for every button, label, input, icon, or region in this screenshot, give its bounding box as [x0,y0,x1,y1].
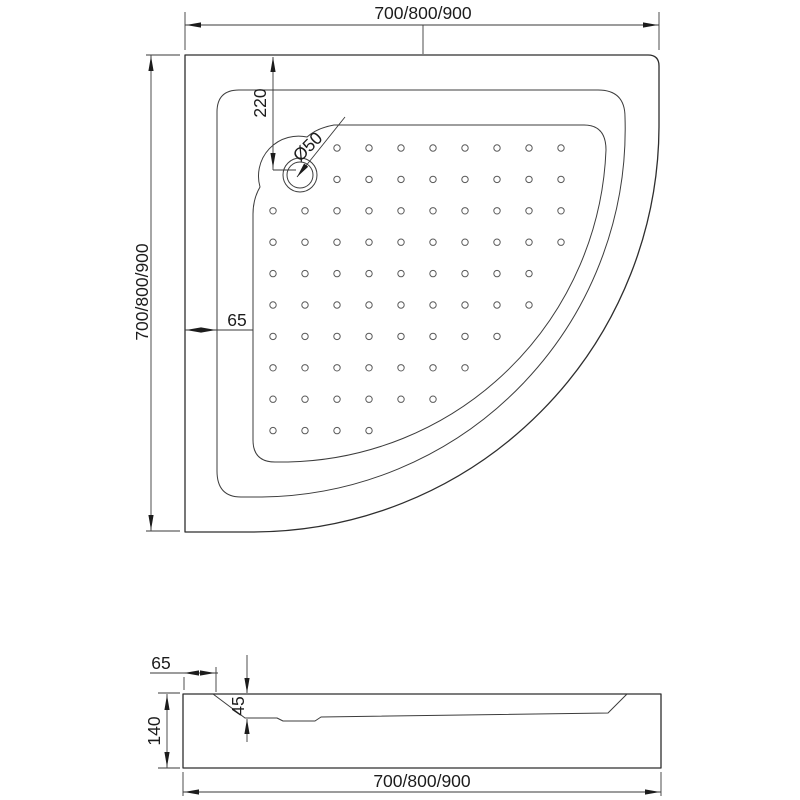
tray-height-dimension [144,693,180,768]
anti-slip-dot [494,333,500,339]
drain-inner-circle [287,162,313,188]
plan-rim-width-dimension [185,310,253,333]
anti-slip-dot [398,333,404,339]
anti-slip-dot [334,176,340,182]
anti-slip-dot [270,239,276,245]
anti-slip-dot [334,396,340,402]
arrowhead-right [201,327,216,332]
anti-slip-dot [526,302,532,308]
anti-slip-dot [494,208,500,214]
arrowhead-top [270,57,275,72]
arrowhead-down [244,678,249,693]
anti-slip-dot [558,239,564,245]
arrowhead-left [184,789,199,794]
plan-height-label: 700/800/900 [132,243,152,341]
anti-slip-dot [430,333,436,339]
anti-slip-dot [430,239,436,245]
anti-slip-dot [302,333,308,339]
anti-slip-dots [270,145,564,434]
anti-slip-dot [302,365,308,371]
anti-slip-dot [462,333,468,339]
anti-slip-dot [558,176,564,182]
arrowhead-up [244,719,249,734]
arrowhead-left [186,327,201,332]
basin-depth-dimension [228,655,250,742]
drain-offset-dimension [250,57,296,170]
anti-slip-dot [302,396,308,402]
anti-slip-dot [430,396,436,402]
section-width-label: 700/800/900 [373,771,471,791]
anti-slip-dot [398,208,404,214]
anti-slip-dot [494,145,500,151]
anti-slip-dot [430,365,436,371]
section-rim-width-dimension [150,653,218,692]
arrowhead-bottom [270,153,275,168]
anti-slip-dot [366,302,372,308]
anti-slip-dot [366,365,372,371]
anti-slip-dot [270,333,276,339]
anti-slip-dot [302,427,308,433]
plan-height-dimension [132,55,180,531]
plan-view [132,3,659,532]
anti-slip-dot [270,427,276,433]
anti-slip-dot [366,396,372,402]
anti-slip-dot [366,270,372,276]
plan-rim-width-label: 65 [227,310,247,330]
drain-diameter-label: Ø50 [288,127,327,166]
anti-slip-dot [270,270,276,276]
anti-slip-dot [366,333,372,339]
arrowhead-top [148,56,153,71]
anti-slip-dot [430,208,436,214]
anti-slip-dot [558,208,564,214]
anti-slip-dot [270,302,276,308]
anti-slip-dot [334,270,340,276]
tray-outer-edge [185,55,659,532]
anti-slip-dot [526,176,532,182]
anti-slip-dot [430,145,436,151]
anti-slip-dot [558,145,564,151]
anti-slip-dot [494,176,500,182]
section-rim-width-label: 65 [151,653,171,673]
anti-slip-dot [398,365,404,371]
tray-height-label: 140 [144,716,164,746]
anti-slip-dot [430,270,436,276]
anti-slip-dot [462,365,468,371]
anti-slip-dot [462,176,468,182]
anti-slip-dot [270,365,276,371]
arrowhead-right [645,789,660,794]
anti-slip-dot [302,208,308,214]
anti-slip-dot [526,239,532,245]
section-outer-rect [183,694,661,768]
anti-slip-dot [302,302,308,308]
anti-slip-dot [334,427,340,433]
tray-basin-edge [253,125,606,462]
arrowhead-top [164,695,169,710]
anti-slip-dot [462,302,468,308]
anti-slip-dot [366,427,372,433]
anti-slip-dot [334,365,340,371]
anti-slip-dot [334,208,340,214]
tray-rim-line [217,90,625,497]
anti-slip-dot [270,208,276,214]
anti-slip-dot [462,239,468,245]
anti-slip-dot [494,270,500,276]
anti-slip-dot [366,239,372,245]
section-view [144,653,661,796]
anti-slip-dot [462,208,468,214]
anti-slip-dot [526,145,532,151]
anti-slip-dot [526,270,532,276]
anti-slip-dot [270,396,276,402]
anti-slip-dot [494,302,500,308]
anti-slip-dot [334,333,340,339]
arrowhead-left [186,22,201,27]
anti-slip-dot [398,302,404,308]
anti-slip-dot [398,176,404,182]
section-width-dimension [183,771,661,796]
anti-slip-dot [430,302,436,308]
arrowhead-right [200,670,215,675]
basin-depth-label: 45 [228,696,248,716]
anti-slip-dot [398,145,404,151]
anti-slip-dot [302,270,308,276]
anti-slip-dot [526,208,532,214]
anti-slip-dot [462,145,468,151]
arrowhead-bottom [148,515,153,530]
arrowhead-right [643,22,658,27]
anti-slip-dot [398,239,404,245]
anti-slip-dot [462,270,468,276]
anti-slip-dot [366,208,372,214]
section-basin-profile [213,694,627,721]
drain-offset-label: 220 [250,88,270,118]
anti-slip-dot [334,239,340,245]
anti-slip-dot [398,396,404,402]
anti-slip-dot [334,302,340,308]
anti-slip-dot [398,270,404,276]
anti-slip-dot [302,239,308,245]
anti-slip-dot [430,176,436,182]
anti-slip-dot [366,176,372,182]
plan-width-dimension [185,3,659,54]
plan-width-label: 700/800/900 [374,3,472,23]
anti-slip-dot [334,145,340,151]
anti-slip-dot [494,239,500,245]
arrowhead-bottom [164,752,169,767]
anti-slip-dot [366,145,372,151]
arrowhead-left [184,670,199,675]
